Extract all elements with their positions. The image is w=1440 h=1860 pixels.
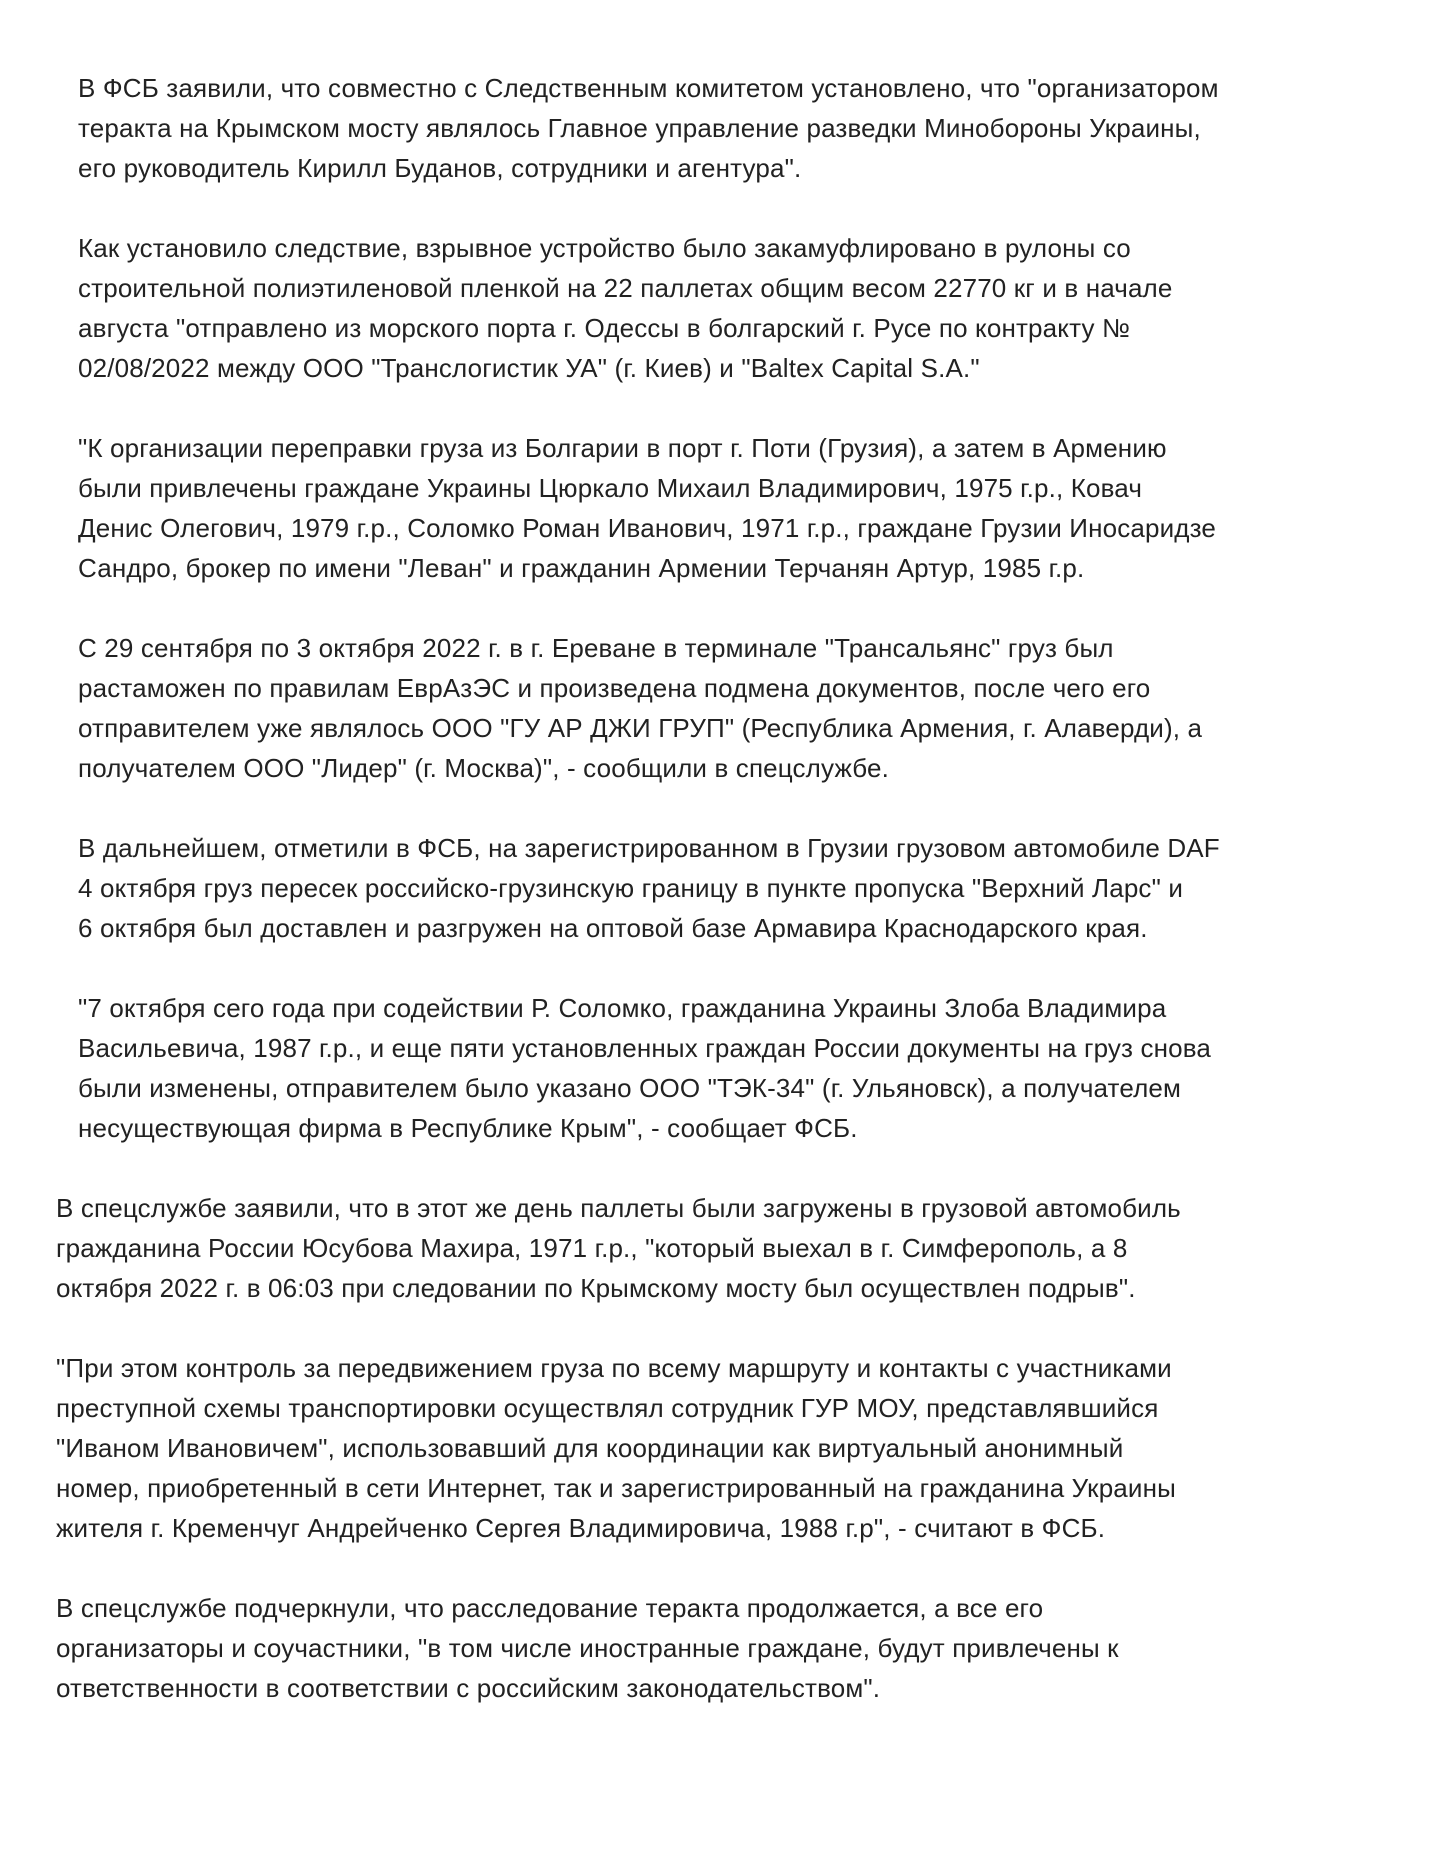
paragraph-line: С 29 сентября по 3 октября 2022 г. в г. Ереване в терминале "Трансальянс" груз был — [78, 633, 1114, 663]
paragraph-line: В ФСБ заявили, что совместно с Следственным комитетом установлено, что "организатором — [78, 73, 1219, 103]
paragraph-line: В спецслужбе заявили, что в этот же день паллеты были загружены в грузовой автомобиль — [56, 1193, 1181, 1223]
paragraph-line: В дальнейшем, отметили в ФСБ, на зарегистрированном в Грузии грузовом автомобиле DAF — [78, 833, 1220, 863]
paragraph-line: растаможен по правилам ЕврАзЭС и произведена подмена документов, после чего его — [78, 673, 1151, 703]
paragraph-line: теракта на Крымском мосту являлось Главное управление разведки Минобороны Украины, — [78, 113, 1201, 143]
paragraph-line: августа "отправлено из морского порта г. Одессы в болгарский г. Русе по контракту № — [78, 313, 1131, 343]
paragraph-line: организаторы и соучастники, "в том числе иностранные граждане, будут привлечены к — [56, 1633, 1119, 1663]
paragraph-line: преступной схемы транспортировки осуществлял сотрудник ГУР МОУ, представлявшийся — [56, 1393, 1159, 1423]
paragraph-line: Васильевича, 1987 г.р., и еще пяти установленных граждан России документы на груз снова — [78, 1033, 1212, 1063]
paragraph-yerevan-customs — [78, 628, 1202, 788]
paragraph-line: Сандро, брокер по имени "Леван" и гражданин Армении Терчанян Артур, 1985 г.р. — [78, 553, 1085, 583]
paragraph-line: его руководитель Кирилл Буданов, сотрудники и агентура". — [78, 153, 802, 183]
paragraph-line: В спецслужбе подчеркнули, что расследование теракта продолжается, а все его — [56, 1593, 1044, 1623]
paragraph-truck-loaded — [56, 1188, 1181, 1308]
paragraph-line: были изменены, отправителем было указано ООО "ТЭК-34" (г. Ульяновск), а получателем — [78, 1073, 1182, 1103]
paragraph-line: были привлечены граждане Украины Цюркало Михаил Владимирович, 1975 г.р., Ковач — [78, 473, 1143, 503]
paragraph-line: 4 октября груз пересек российско-грузинскую границу в пункте пропуска "Верхний Ларс" и — [78, 873, 1184, 903]
paragraph-line: отправителем уже являлось ООО "ГУ АР ДЖИ ГРУП" (Республика Армения, г. Алаверди), а — [78, 713, 1203, 743]
paragraph-line: получателем ООО "Лидер" (г. Москва)", - сообщили в спецслужбе. — [78, 753, 890, 783]
paragraph-explosive-device — [78, 228, 1173, 388]
paragraph-line: Денис Олегович, 1979 г.р., Соломко Роман Иванович, 1971 г.р., граждане Грузии Иносаридзе — [78, 513, 1216, 543]
paragraph-investigation-continues — [56, 1588, 1119, 1708]
paragraph-cargo-route — [78, 428, 1216, 588]
paragraph-border-crossing — [78, 828, 1220, 948]
paragraph-line: Как установило следствие, взрывное устройство было закамуфлировано в рулоны со — [78, 233, 1131, 263]
paragraph-line: ответственности в соответствии с российским законодательством". — [56, 1673, 881, 1703]
paragraph-line: гражданина России Юсубова Махира, 1971 г.р., "который выехал в г. Симферополь, а 8 — [56, 1233, 1128, 1263]
paragraph-line: "7 октября сего года при содействии Р. Соломко, гражданина Украины Злоба Владимира — [78, 993, 1167, 1023]
paragraph-cargo-control — [56, 1348, 1176, 1548]
paragraph-line: "При этом контроль за передвижением груза по всему маршруту и контакты с участниками — [56, 1353, 1172, 1383]
paragraph-line: несуществующая фирма в Республике Крым", - сообщает ФСБ. — [78, 1113, 858, 1143]
paragraph-fsb-statement — [78, 68, 1219, 188]
paragraph-line: "К организации переправки груза из Болгарии в порт г. Поти (Грузия), а затем в Армению — [78, 433, 1167, 463]
paragraph-line: жителя г. Кременчуг Андрейченко Сергея Владимировича, 1988 г.р", - считают в ФСБ. — [56, 1513, 1106, 1543]
paragraph-line: 6 октября был доставлен и разгружен на оптовой базе Армавира Краснодарского края. — [78, 913, 1148, 943]
paragraph-line: 02/08/2022 между ООО "Транслогистик УА" (г. Киев) и "Baltex Capital S.A." — [78, 353, 980, 383]
paragraph-documents-changed — [78, 988, 1211, 1148]
paragraph-line: номер, приобретенный в сети Интернет, так и зарегистрированный на гражданина Украины — [56, 1473, 1176, 1503]
paragraph-line: "Иваном Ивановичем", использовавший для координации как виртуальный анонимный — [56, 1433, 1124, 1463]
paragraph-line: строительной полиэтиленовой пленкой на 22 паллетах общим весом 22770 кг и в начале — [78, 273, 1173, 303]
paragraph-line: октября 2022 г. в 06:03 при следовании по Крымскому мосту был осуществлен подрыв". — [56, 1273, 1136, 1303]
